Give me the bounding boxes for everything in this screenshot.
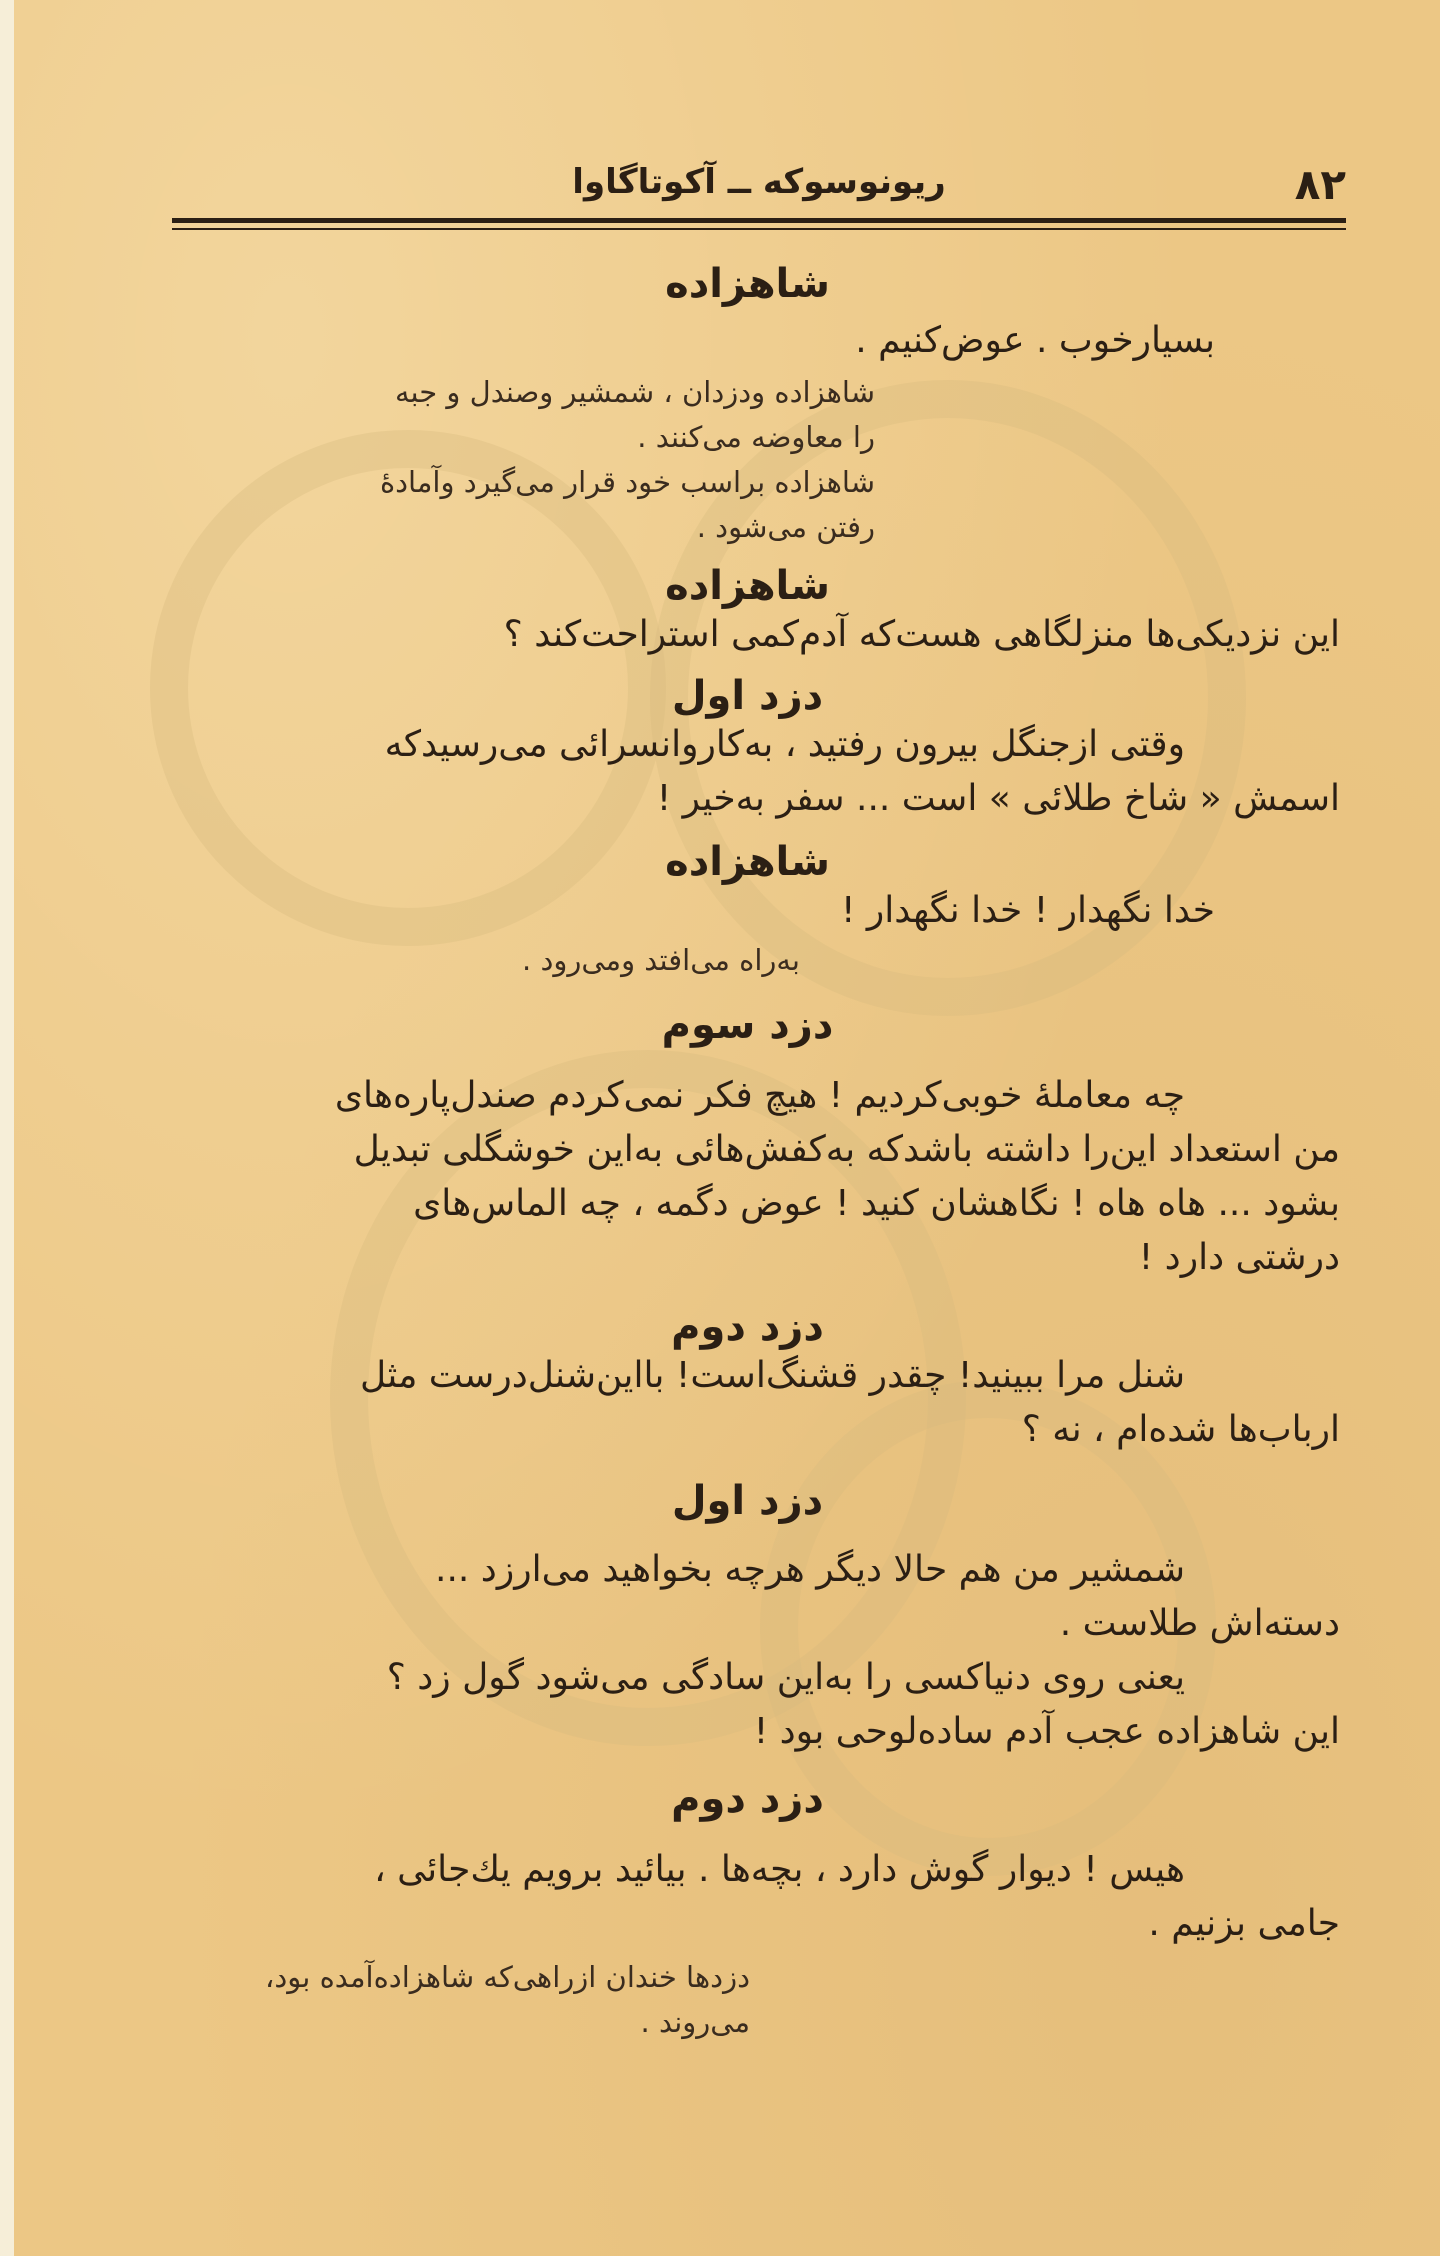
stage-direction: [155, 1955, 1340, 2045]
dialogue-line: ارباب‌ها شده‌ام ، نه ؟: [1021, 1408, 1340, 1450]
dialogue: [155, 1843, 1340, 1951]
dialogue-line: دسته‌اش طلاست .: [1059, 1602, 1340, 1644]
dialogue-line: شنل مرا ببینید! چقدر قشنگ‌است! بااین‌شنل‌درست مثل: [359, 1354, 1185, 1396]
dialogue: [155, 1543, 1340, 1759]
speaker-name: دزد دوم: [671, 1775, 824, 1822]
speaker-name: شاهزاده: [665, 562, 830, 609]
page-edge: [0, 0, 14, 2256]
header-rule-thick: [172, 218, 1346, 223]
dialogue-line: این نزدیکی‌ها منزلگاهی هست‌که آدم‌کمی استراحت‌کند ؟: [503, 613, 1340, 655]
dialogue: [155, 884, 1340, 938]
dialogue-line: بشود ... هاه هاه ! نگاهشان کنید ! عوض دگمه ، چه الماس‌های: [413, 1182, 1340, 1224]
dialogue: [155, 314, 1340, 368]
header-rule-thin: [172, 228, 1346, 230]
dialogue-line: من استعداد این‌را داشته باشدکه به‌کفش‌هائی به‌این خوشگلی تبدیل: [353, 1128, 1340, 1170]
speaker-name: شاهزاده: [665, 838, 830, 885]
stage-line: می‌روند .: [640, 2004, 750, 2039]
stage-line: دزدها خندان ازراهی‌که شاهزاده‌آمده بود،: [265, 1959, 750, 1994]
stage-line: را معاوضه می‌کنند .: [637, 419, 875, 454]
dialogue-line: خدا نگهدار ! خدا نگهدار !: [841, 889, 1215, 931]
stage-line: شاهزاده ودزدان ، شمشیر وصندل و جبه: [394, 375, 875, 409]
dialogue: [155, 608, 1340, 662]
dialogue: [155, 718, 1340, 826]
dialogue-line: هیس ! دیوار گوش دارد ، بچه‌ها . بیائید برویم یك‌جائی ،: [374, 1848, 1185, 1890]
dialogue: [155, 1069, 1340, 1285]
speaker-name: دزد اول: [671, 672, 824, 719]
dialogue-line: بسیارخوب . عوض‌کنیم .: [855, 320, 1215, 361]
running-title: ریونوسوکه ــ آکوتاگاوا: [572, 162, 946, 202]
dialogue-line: درشتی دارد !: [1138, 1236, 1340, 1278]
page-number: ۸۲: [1294, 160, 1346, 209]
dialogue-line: شمشیر من هم حالا دیگر هرچه بخواهید می‌ارزد ...: [435, 1548, 1185, 1590]
dialogue-line: وقتی ازجنگل بیرون رفتید ، به‌کاروانسرائی می‌رسیدکه: [384, 723, 1185, 765]
speaker-name: دزد دوم: [671, 1303, 824, 1350]
stage-line: به‌راه می‌افتد ومی‌رود .: [522, 942, 800, 977]
dialogue-line: این شاهزاده عجب آدم ساده‌لوحی بود !: [753, 1710, 1340, 1752]
speaker-name: دزد سوم: [661, 1001, 834, 1048]
play-text: [155, 250, 1340, 2045]
dialogue-line: اسمش « شاخ طلائی » است ... سفر به‌خیر !: [656, 777, 1340, 819]
speaker-name: دزد اول: [671, 1477, 824, 1524]
stage-direction: [155, 938, 1340, 983]
dialogue-line: جامی بزنیم .: [1148, 1902, 1340, 1944]
dialogue: [155, 1349, 1340, 1457]
dialogue-line: یعنی روی دنیاکسی را به‌این سادگی می‌شود گول زد ؟: [386, 1656, 1185, 1698]
stage-line: شاهزاده براسب خود قرار می‌گیرد وآمادهٔ: [379, 464, 875, 499]
speaker-name: شاهزاده: [665, 261, 830, 307]
stage-direction: [155, 370, 1340, 550]
stage-line: رفتن می‌شود .: [696, 509, 875, 544]
dialogue-line: چه معاملهٔ خوبی‌کردیم ! هیچ فکر نمی‌کردم صندل‌پاره‌های: [334, 1074, 1185, 1116]
